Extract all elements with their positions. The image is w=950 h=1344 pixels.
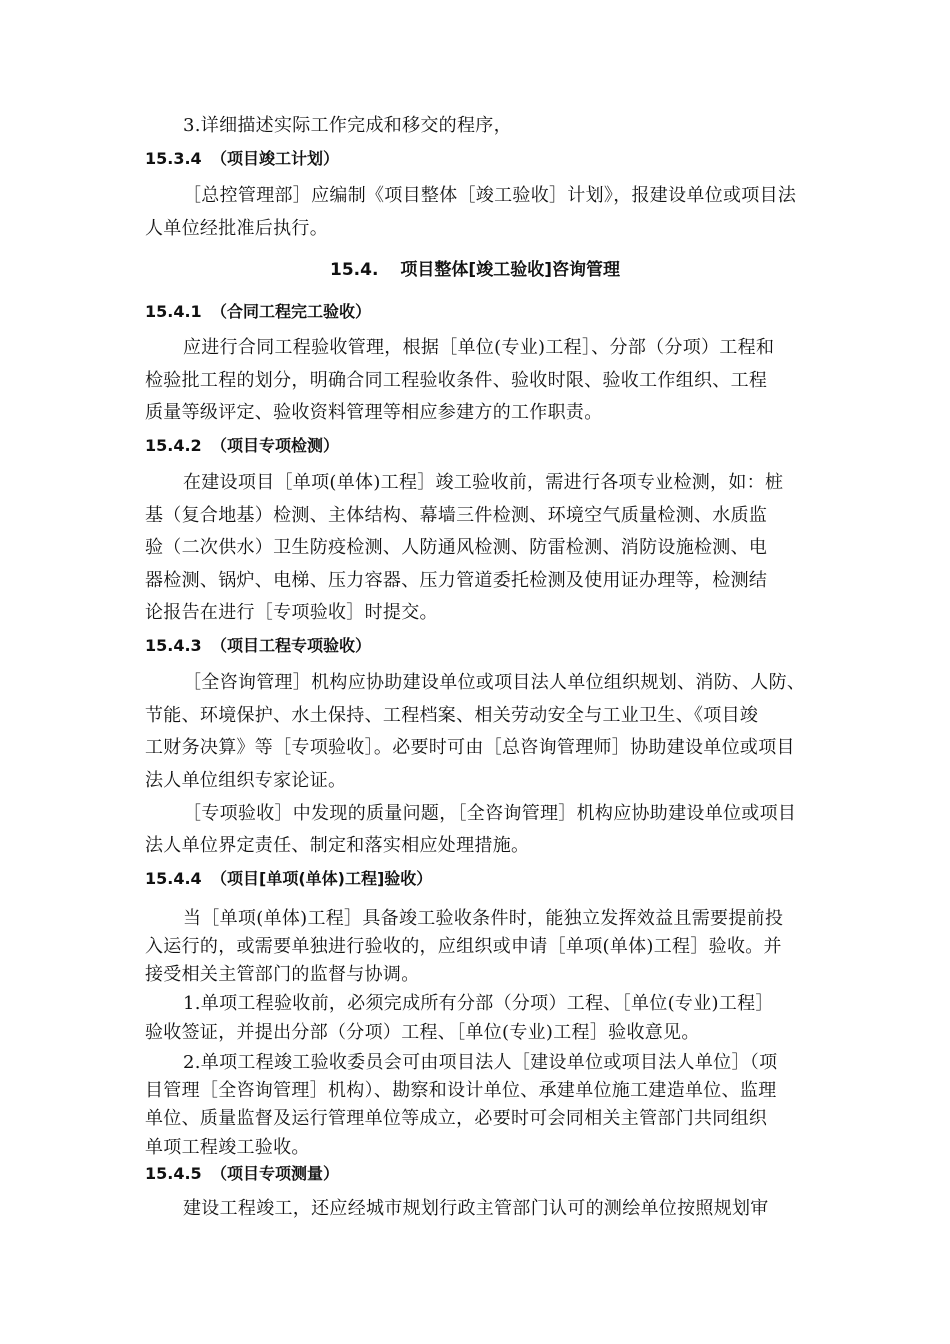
paragraph-line: ［专项验收］中发现的质量问题，［全咨询管理］机构应协助建设单位或项目 [183,803,797,824]
heading-title: （项目[单项(单体)工程]验收） [211,869,433,888]
paragraph-line: 基（复合地基）检测、主体结构、幕墙三件检测、环境空气质量检测、水质监 [145,505,768,526]
paragraph-line: 1.单项工程验收前，必须完成所有分部（分项）工程、［单位(专业)工程］ [183,993,774,1014]
paragraph-line: 验收签证，并提出分部（分项）工程、［单位(专业)工程］验收意见。 [145,1022,700,1043]
heading-number: 15.4.1 [145,302,202,321]
paragraph-line: 3.详细描述实际工作完成和移交的程序， [183,115,512,136]
paragraph-line: 入运行的，或需要单独进行验收的，应组织或申请［单项(单体)工程］验收。并 [145,936,782,957]
heading-15-3-4 [145,147,339,171]
paragraph-line: 接受相关主管部门的监督与协调。 [145,964,420,985]
heading-15-4-2 [145,434,339,458]
paragraph-line: 单项工程竣工验收。 [145,1137,310,1158]
heading-number: 15.4.2 [145,436,202,455]
paragraph-line: 法人单位组织专家论证。 [145,770,347,791]
paragraph-line: 器检测、锅炉、电梯、压力容器、压力管道委托检测及使用证办理等，检测结 [145,570,768,591]
paragraph-line: 应进行合同工程验收管理，根据［单位(专业)工程］、分部（分项）工程和 [183,337,775,358]
paragraph-line: 建设工程竣工，还应经城市规划行政主管部门认可的测绘单位按照规划审 [183,1198,769,1219]
section-title-15-4 [0,256,950,284]
heading-number: 15.3.4 [145,149,202,168]
heading-15-4-3 [145,634,371,658]
paragraph-line: 人单位经批准后执行。 [145,218,328,239]
paragraph-line: ［总控管理部］应编制《项目整体［竣工验收］计划》，报建设单位或项目法 [183,185,797,206]
paragraph-line: 论报告在进行［专项验收］时提交。 [145,602,438,623]
paragraph-line: 法人单位界定责任、制定和落实相应处理措施。 [145,835,530,856]
heading-title: （项目专项检测） [211,436,340,455]
paragraph-line: 检验批工程的划分，明确合同工程验收条件、验收时限、验收工作组织、工程 [145,370,768,391]
heading-15-4-4 [145,867,432,891]
heading-title: （合同工程完工验收） [211,302,372,321]
heading-title: （项目工程专项验收） [211,636,372,655]
heading-15-4-5 [145,1162,339,1186]
heading-15-4-1 [145,300,371,324]
heading-title: （项目竣工计划） [211,149,340,168]
paragraph-line: 2.单项工程竣工验收委员会可由项目法人［建设单位或项目法人单位］（项 [183,1052,778,1073]
paragraph-line: 目管理［全咨询管理］机构）、勘察和设计单位、承建单位施工建造单位、监理 [145,1080,777,1101]
paragraph-line: 在建设项目［单项(单体)工程］竣工验收前，需进行各项专业检测，如：桩 [183,472,784,493]
paragraph-line: 工财务决算》等［专项验收］。必要时可由［总咨询管理师］协助建设单位或项目 [145,737,795,758]
paragraph-line: ［全咨询管理］机构应协助建设单位或项目法人单位组织规划、消防、人防、 [183,672,806,693]
heading-number: 15.4.4 [145,869,202,888]
paragraph-line: 当［单项(单体)工程］具备竣工验收条件时，能独立发挥效益且需要提前投 [183,908,784,929]
heading-number: 15.4.5 [145,1164,202,1183]
section-title-text: 项目整体[竣工验收]咨询管理 [400,260,620,280]
heading-number: 15.4.3 [145,636,202,655]
heading-title: （项目专项测量） [211,1164,340,1183]
paragraph-line: 节能、环境保护、水土保持、工程档案、相关劳动安全与工业卫生、《项目竣 [145,705,759,726]
paragraph-line: 质量等级评定、验收资料管理等相应参建方的工作职责。 [145,402,603,423]
paragraph-line: 验（二次供水）卫生防疫检测、人防通风检测、防雷检测、消防设施检测、电 [145,537,768,558]
paragraph-line: 单位、质量监督及运行管理单位等成立，必要时可会同相关主管部门共同组织 [145,1108,768,1129]
section-number: 15.4. [330,260,379,280]
